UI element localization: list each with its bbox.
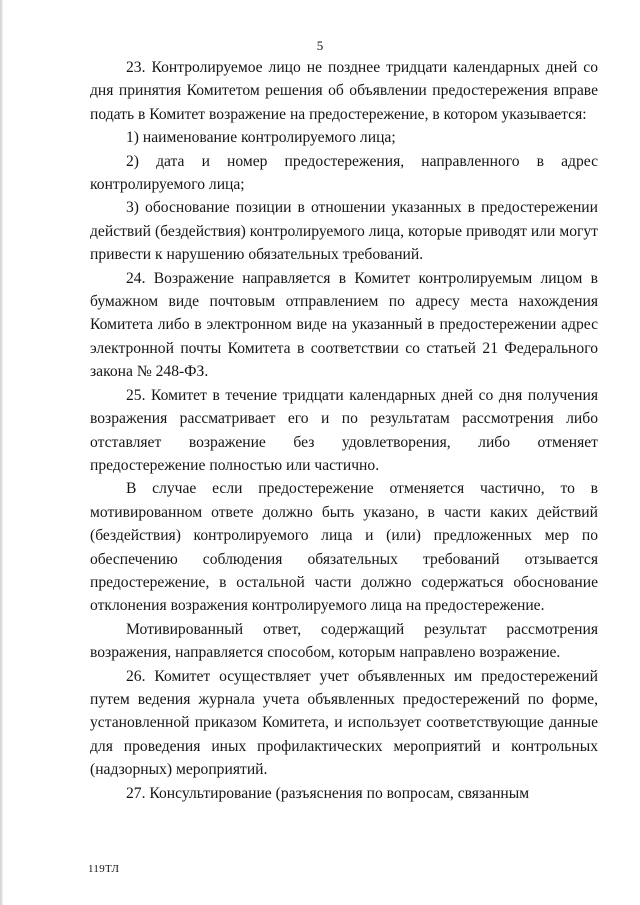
paragraph-24: 24. Возражение направляется в Комитет контролируемым лицом в бумажном виде почтовым отправлением по адресу места нахождения Комитета либо в электронном виде на указанный в предостережении адрес электронной почты Комитета в соответствии со статьей 21 Федерального закона № 248-ФЗ. (90, 269, 598, 381)
paragraph-25-reasoned-response: Мотивированный ответ, содержащий результат рассмотрения возражения, направляется способом, которым направлено возражение. (90, 620, 598, 662)
paragraph-23: 23. Контролируемое лицо не позднее тридцати календарных дней со дня принятия Комитетом решения об объявлении предостережения вправе подать в Комитет возражение на предостережение, в котором указывается: (90, 59, 598, 123)
scan-edge-shadow (0, 0, 3, 905)
document-body (90, 56, 598, 805)
footer-code: 119ТЛ (88, 863, 120, 875)
paragraph-25-partial-cancel: В случае если предостережение отменяется частично, то в мотивированном ответе должно быть указано, в части каких действий (бездействия) контролируемого лица и (или) предложенных мер по обеспечению соблюдения обязательных требований отзывается предостережение, в остальной части должно содержаться обоснование отклонения возражения контролируемого лица на предостережение. (90, 480, 598, 615)
paragraph-23-item-2: 2) дата и номер предостережения, направленного в адрес контролируемого лица; (90, 152, 598, 194)
paragraph-27: 27. Консультирование (разъяснения по вопросам, связанным (126, 784, 530, 802)
paragraph-26: 26. Комитет осуществляет учет объявленных им предостережений путем ведения журнала учета объявленных предостережений по форме, установленной приказом Комитета, и использует соответствующие данные для проведения иных профилактических мероприятий и контрольных (надзорных) мероприятий. (90, 667, 598, 779)
paragraph-23-item-3: 3) обоснование позиции в отношении указанных в предостережении действий (бездействия) контролируемого лица, которые приводят или могут привести к нарушению обязательных требований. (90, 199, 598, 264)
page-number: 5 (316, 38, 324, 53)
paragraph-23-item-1: 1) наименование контролируемого лица; (126, 129, 396, 147)
paragraph-25: 25. Комитет в течение тридцати календарных дней со дня получения возражения рассматривает его и по результатам рассмотрения либо отставляет возражение без удовлетворения, либо отменяет предостережение полностью или частично. (90, 386, 598, 474)
